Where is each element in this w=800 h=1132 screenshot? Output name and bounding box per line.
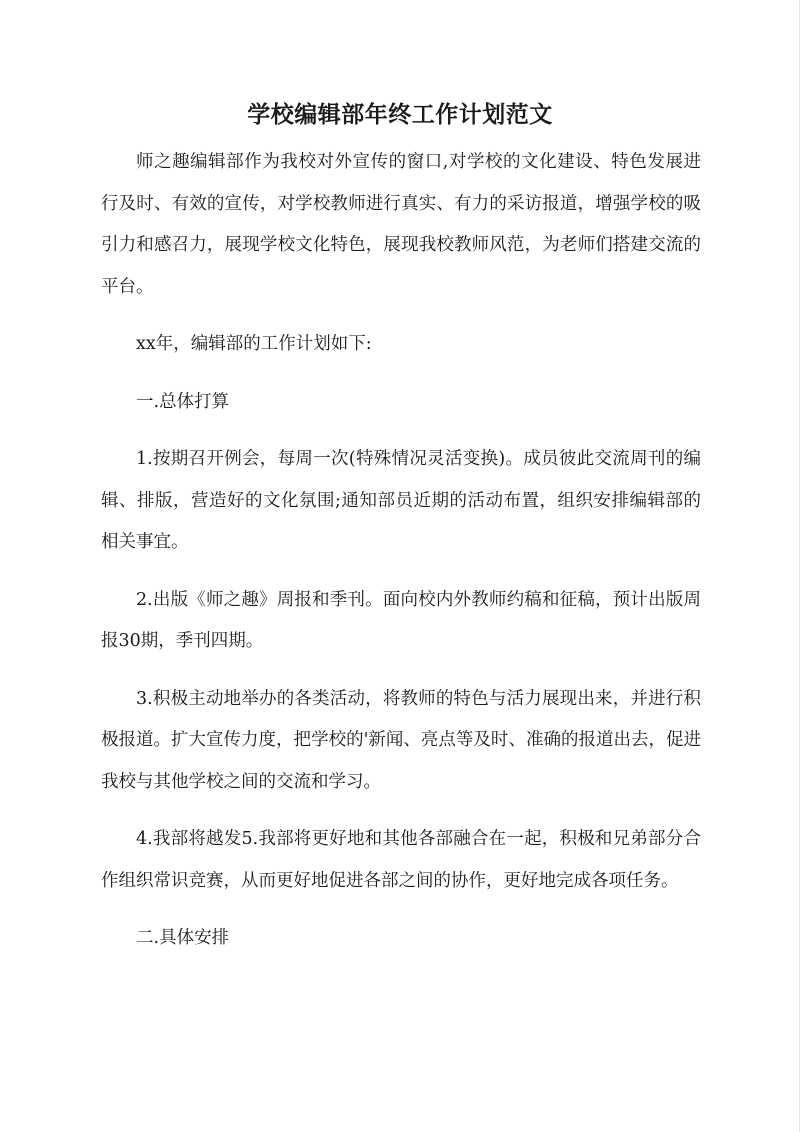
document-title: 学校编辑部年终工作计划范文 xyxy=(247,102,553,128)
section-heading-overall: 一.总体打算 xyxy=(136,391,230,412)
list-item-1: 1.按期召开例会，每周一次(特殊情况灵活变换)。成员彼此交流周刊的编辑、排版，营造好的文化氛围;通知部员近期的活动布置，组织安排编辑部的相关事宜。 xyxy=(101,449,701,552)
plan-intro-paragraph: xx年，编辑部的工作计划如下: xyxy=(136,334,372,354)
list-item-3: 3.积极主动地举办的各类活动，将教师的特色与活力展现出来，并进行积极报道。扩大宣传力度，把学校的'新闻、亮点等及时、准确的报道出去，促进我校与其他学校之间的交流和学习。 xyxy=(101,688,701,792)
document-body xyxy=(101,142,701,960)
list-item-2: 2.出版《师之趣》周报和季刊。面向校内外教师约稿和征稿，预计出版周报30期，季刊四期。 xyxy=(101,589,701,651)
intro-paragraph: 师之趣编辑部作为我校对外宣传的窗口,对学校的文化建设、特色发展进行及时、有效的宣传，对学校教师进行真实、有力的采访报道，增强学校的吸引力和感召力，展现学校文化特色，展现我校教师风范，为老师们搭建交流的平台。 xyxy=(101,152,701,297)
section-heading-specific: 二.具体安排 xyxy=(136,928,230,948)
list-item-4: 4.我部将越发5.我部将更好地和其他各部融合在一起，积极和兄弟部分合作组织常识竞赛，从而更好地促进各部之间的协作，更好地完成各项任务。 xyxy=(101,829,701,891)
